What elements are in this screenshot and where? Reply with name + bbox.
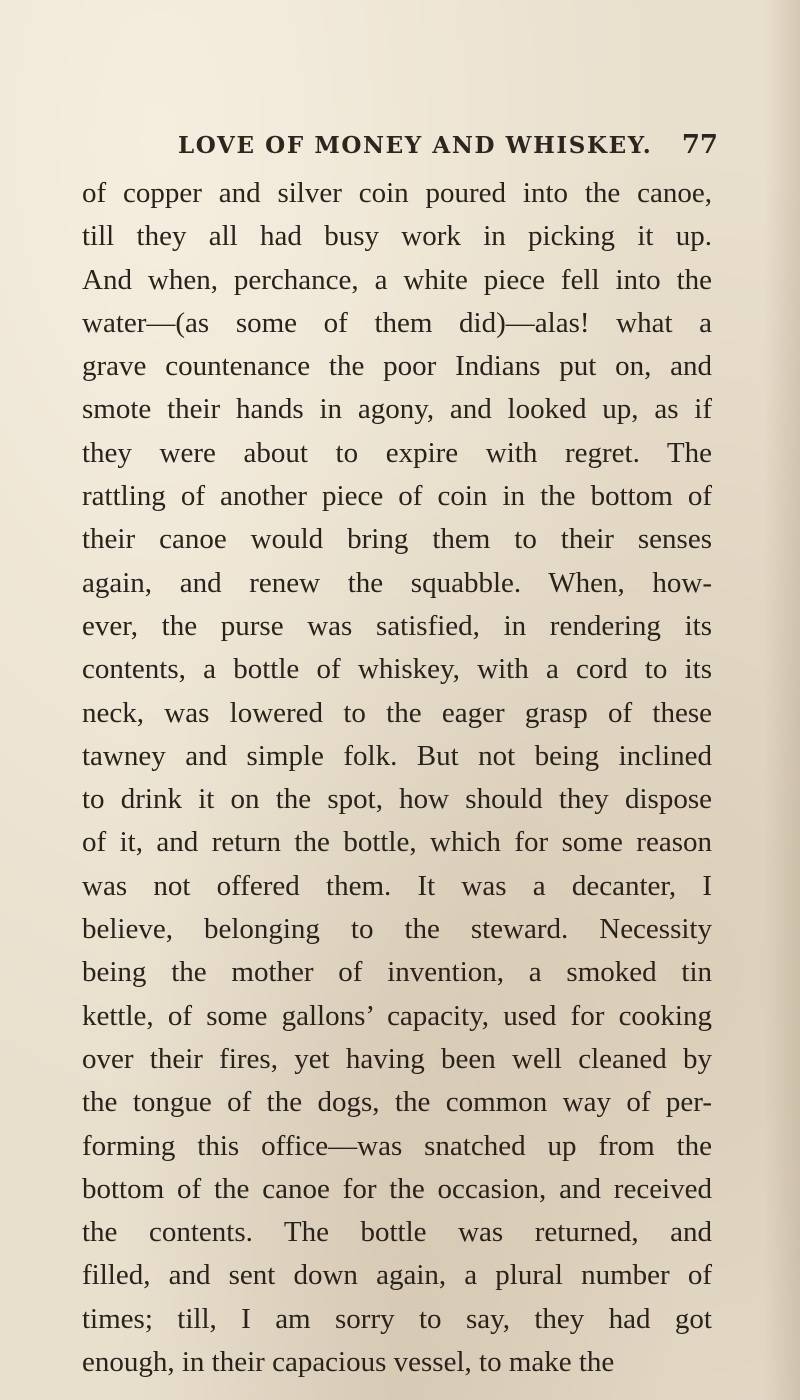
text-line: water—(as some of them did)—alas! what a — [82, 306, 712, 339]
text-line: ever, the purse was satisfied, in rendering its — [82, 609, 712, 642]
text-line: they were about to expire with regret. The — [82, 436, 712, 469]
text-line: neck, was lowered to the eager grasp of these — [82, 696, 712, 729]
text-line: rattling of another piece of coin in the bottom of — [82, 480, 712, 513]
text-line: kettle, of some gallons’ capacity, used for cooking — [82, 999, 712, 1032]
page-number: 77 — [681, 130, 718, 160]
text-line: contents, a bottle of whiskey, with a cord to its — [82, 653, 712, 686]
text-line: being the mother of invention, a smoked tin — [82, 956, 712, 989]
running-head — [178, 128, 718, 168]
text-line: till they all had busy work in picking it up. — [82, 220, 712, 253]
text-line: grave countenance the poor Indians put on, and — [82, 350, 712, 383]
text-line: again, and renew the squabble. When, how- — [82, 566, 712, 599]
text-line: was not offered them. It was a decanter, I — [82, 869, 712, 902]
text-line: believe, belonging to the steward. Necessity — [82, 913, 712, 946]
text-line: bottom of the canoe for the occasion, and received — [82, 1172, 712, 1205]
text-line: forming this office—was snatched up from the — [82, 1129, 712, 1162]
page-edge-shadow — [764, 0, 800, 1400]
text-line: their canoe would bring them to their senses — [82, 523, 712, 556]
text-line: the tongue of the dogs, the common way of per- — [82, 1086, 712, 1119]
text-line: to drink it on the spot, how should they dispose — [82, 783, 712, 816]
text-line: filled, and sent down again, a plural number of — [82, 1259, 712, 1292]
text-line: of copper and silver coin poured into the canoe, — [82, 177, 712, 209]
text-line: over their fires, yet having been well cleaned by — [82, 1042, 712, 1075]
text-line: the contents. The bottle was returned, and — [82, 1216, 712, 1249]
text-line: And when, perchance, a white piece fell into the — [82, 263, 712, 296]
text-line: tawney and simple folk. But not being inclined — [82, 739, 712, 772]
text-line: smote their hands in agony, and looked up, as if — [82, 393, 712, 426]
text-line: times; till, I am sorry to say, they had got — [82, 1302, 712, 1335]
text-line: enough, in their capacious vessel, to make the — [82, 1346, 615, 1379]
running-title: LOVE OF MONEY AND WHISKEY. — [178, 132, 653, 159]
body-text — [82, 172, 712, 1384]
text-line: of it, and return the bottle, which for some reason — [82, 826, 712, 859]
